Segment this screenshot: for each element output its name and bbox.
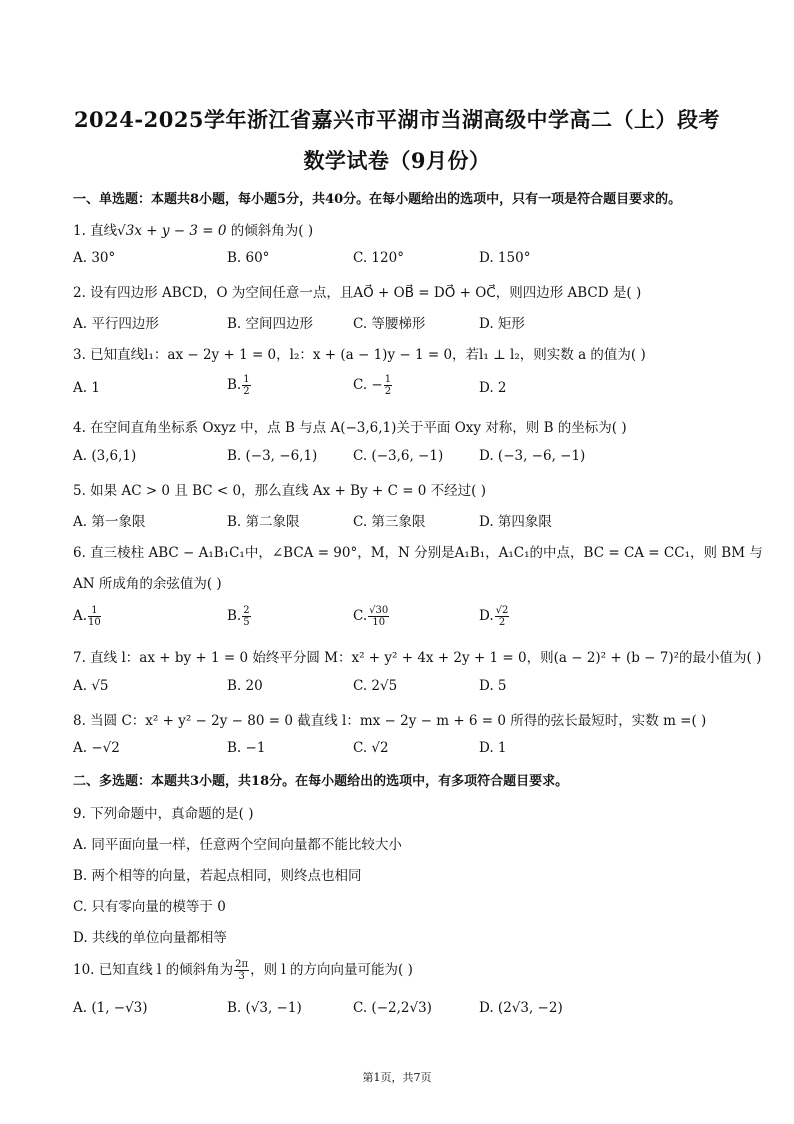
- q1-option-a: A. 30°: [73, 250, 116, 266]
- fraction-numerator: 2: [243, 605, 250, 616]
- question-9-stem: 9. 下列命题中，真命题的是( ): [73, 806, 254, 822]
- fraction-denominator: 2: [384, 386, 392, 397]
- q1-stem-post: 的倾斜角为( ): [226, 223, 314, 239]
- question-8-stem: 8. 当圆 C：x² + y² − 2y − 80 = 0 截直线 l：mx − 2y − m + 6 = 0 所得的弦长最短时，实数 m =( ): [73, 713, 707, 729]
- q10-stem-post: ，则 l 的方向向量可能为( ): [250, 962, 413, 978]
- q6-option-b-fraction: [242, 605, 250, 628]
- q4-option-c: C. (−3,6, −1): [353, 448, 444, 464]
- q6-option-d-fraction: [495, 605, 510, 628]
- q9-option-a: A. 同平面向量一样，任意两个空间向量都不能比较大小: [73, 837, 402, 853]
- q10-option-c: C. (−2,2√3): [353, 1000, 432, 1016]
- question-6-stem-line1: 6. 直三棱柱 ABC − A₁B₁C₁中，∠BCA = 90°，M，N 分别是A₁B₁，A₁C₁的中点，BC = CA = CC₁，则 BM 与: [73, 545, 763, 561]
- question-2-stem: 2. 设有四边形 ABCD，O 为空间任意一点，且AO⃗ + OB⃗ = DO⃗ + OC⃗，则四边形 ABCD 是( ): [73, 285, 642, 301]
- q3-option-c-fraction: [384, 374, 392, 397]
- q10-option-d: D. (2√3, −2): [479, 1000, 563, 1016]
- q2-option-b: B. 空间四边形: [227, 316, 314, 332]
- question-10-stem: [73, 958, 413, 982]
- q5-option-d: D. 第四象限: [479, 514, 552, 530]
- fraction-numerator: 2π: [235, 959, 249, 970]
- exam-title-line2: 数学试卷（9月份）: [303, 148, 491, 173]
- q8-option-b: B. −1: [227, 740, 266, 756]
- q6-option-c-fraction: [368, 605, 389, 628]
- fraction-numerator: √2: [495, 605, 509, 616]
- q5-option-a: A. 第一象限: [73, 514, 146, 530]
- exam-title-line1: 2024-2025学年浙江省嘉兴市平湖市当湖高级中学高二（上）段考: [73, 107, 721, 132]
- section-multiple-choice-header: 二、多选题：本题共3小题，共18分。在每小题给出的选项中，有多项符合题目要求。: [73, 774, 569, 789]
- question-4-stem: 4. 在空间直角坐标系 Oxyz 中，点 B 与点 A(−3,6,1)关于平面 Oxy 对称，则 B 的坐标为( ): [73, 420, 627, 436]
- q7-option-b: B. 20: [227, 678, 263, 694]
- section-single-choice-header: 一、单选题：本题共8小题，每小题5分，共40分。在每小题给出的选项中，只有一项是符合题目要求的。: [73, 192, 682, 207]
- q3-option-b-label: B.: [227, 377, 242, 393]
- q10-stem-pre: 10. 已知直线 l 的倾斜角为: [73, 962, 234, 978]
- q1-option-c: C. 120°: [353, 250, 404, 266]
- q4-option-d: D. (−3, −6, −1): [479, 448, 586, 464]
- fraction-numerator: √30: [369, 605, 389, 616]
- fraction-denominator: 3: [238, 971, 245, 982]
- question-1-stem: [73, 219, 313, 239]
- fraction-numerator: 1: [384, 374, 392, 385]
- fraction-numerator: 1: [243, 374, 250, 385]
- q5-option-b: B. 第二象限: [227, 514, 300, 530]
- q6-option-a: [73, 605, 102, 628]
- q7-option-c: C. 2√5: [353, 678, 398, 694]
- q4-option-a: A. (3,6,1): [73, 448, 137, 464]
- q6-option-b-label: B.: [227, 608, 242, 624]
- q2-option-a: A. 平行四边形: [73, 316, 159, 332]
- q1-option-b: B. 60°: [227, 250, 270, 266]
- q7-option-d: D. 5: [479, 678, 507, 694]
- q7-option-a: A. √5: [73, 678, 109, 694]
- q8-option-a: A. −√2: [73, 740, 120, 756]
- q6-option-b: [227, 605, 252, 628]
- fraction-denominator: 10: [372, 617, 386, 628]
- question-6-stem-line2: AN 所成角的余弦值为( ): [73, 576, 222, 592]
- q6-option-d: [479, 605, 510, 628]
- question-7-stem: 7. 直线 l：ax + by + 1 = 0 始终平分圆 M：x² + y² + 4x + 2y + 1 = 0，则(a − 2)² + (b − 7)²的最小值为( ): [73, 650, 762, 666]
- q3-option-c-label: C. −: [353, 377, 383, 393]
- q6-option-c: [353, 605, 390, 628]
- q2-option-d: D. 矩形: [479, 316, 525, 332]
- q6-option-a-fraction: [88, 605, 101, 628]
- question-3-stem: 3. 已知直线l₁：ax − 2y + 1 = 0，l₂：x + (a − 1)y − 1 = 0，若l₁ ⊥ l₂，则实数 a 的值为( ): [73, 347, 646, 363]
- fraction-denominator: 5: [243, 617, 250, 628]
- q10-option-a: A. (1, −√3): [73, 1000, 148, 1016]
- fraction-denominator: 2: [243, 386, 250, 397]
- q9-option-d: D. 共线的单位向量都相等: [73, 930, 227, 946]
- q3-option-c: [353, 374, 393, 397]
- q6-option-a-label: A.: [73, 608, 88, 624]
- q3-option-a: A. 1: [73, 380, 100, 396]
- q8-option-c: C. √2: [353, 740, 389, 756]
- fraction-numerator: 1: [88, 605, 101, 617]
- page-footer: 第1页，共7页: [362, 1071, 432, 1084]
- q6-option-c-label: C.: [353, 608, 368, 624]
- q1-stem-math: √3x + y − 3 = 0: [117, 223, 227, 239]
- q4-option-b: B. (−3, −6,1): [227, 448, 318, 464]
- q1-stem-pre: 1. 直线: [73, 223, 118, 239]
- q9-option-b: B. 两个相等的向量，若起点相同，则终点也相同: [73, 868, 362, 884]
- q10-angle-fraction: [234, 959, 249, 982]
- q3-option-b: [227, 374, 252, 397]
- q10-option-b: B. (√3, −1): [227, 1000, 302, 1016]
- q1-option-d: D. 150°: [479, 250, 531, 266]
- q2-option-c: C. 等腰梯形: [353, 316, 426, 332]
- q3-option-b-fraction: [242, 374, 250, 397]
- q3-option-d: D. 2: [479, 380, 507, 396]
- fraction-denominator: 10: [88, 617, 101, 628]
- q5-option-c: C. 第三象限: [353, 514, 426, 530]
- fraction-denominator: 2: [498, 617, 506, 628]
- q6-option-d-label: D.: [479, 608, 494, 624]
- question-5-stem: 5. 如果 AC > 0 且 BC < 0，那么直线 Ax + By + C = 0 不经过( ): [73, 483, 487, 499]
- q9-option-c: C. 只有零向量的模等于 0: [73, 899, 226, 915]
- q8-option-d: D. 1: [479, 740, 507, 756]
